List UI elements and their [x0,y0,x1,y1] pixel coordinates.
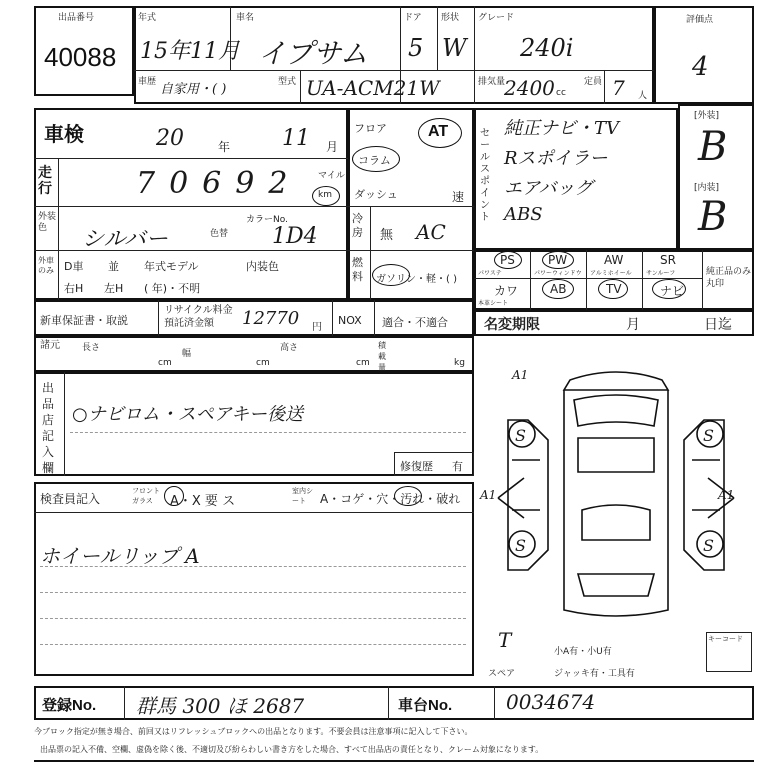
model-label: 車名 [236,13,255,23]
model-year-label: 年式モデル [144,260,199,273]
fuel-label: 燃料 [352,256,363,283]
type-value: UA-ACM21W [306,76,440,100]
door-label: ドア [404,13,422,23]
displacement-value: 2400 [504,76,555,100]
height-label: 高さ [280,343,299,353]
length-label: 長さ [82,343,101,353]
equip-leather-sub: 本革シート [478,300,509,307]
seat-label: 室内シート [292,487,313,505]
capacity-unit: 人 [638,91,648,101]
footer-line-2: 出品票の記入不備、空欄、虚偽を除く後、不適切及び紛らわしい書き方をした場合、すべて出品店の責任となり、クレーム対象になります。 [40,745,544,754]
jack-label: ジャッキ有・工具有 [554,669,635,679]
chassis-label: 車台No. [398,697,453,714]
ext-label: 外車のみ [38,256,54,275]
history-label: 修復歴 [400,460,433,473]
color-no-value: 1D4 [272,224,318,249]
warranty-label: 新車保証書・取説 [40,314,128,327]
recycle-value: 12770 [242,308,300,329]
car-diagram [478,360,754,620]
registration-value: 群馬 300 ほ 2687 [136,694,305,718]
interior-grade-label: [内装] [694,183,720,193]
eval-value: 4 [692,52,709,82]
equip-aw: AW [604,253,624,267]
footer-line-1: 今ブロック指定が無き場合、前回又はリフレッシュブロックへの出品となります。不要会員は注意事項に記入して下さい。 [34,727,473,736]
exterior-color-label: 外装色 [38,212,57,233]
capacity-value: 7 [612,76,625,100]
windshield-value: A・X 要 ス [170,494,236,509]
sales-point-3: エアバッグ [504,178,593,199]
shaken-month: 11 [282,126,310,151]
name-change-label: 名変期限 [484,317,540,333]
rh-label: 右H [64,282,84,295]
door-value: 5 [408,34,424,62]
mileage-label: 走行 [38,164,52,196]
interior-grade-value: B [698,194,728,240]
width-unit: cm [256,358,270,368]
floor-value: AT [428,123,449,140]
year-value: 15年11月 [140,39,240,64]
dimensions-label: 諸元 [40,340,60,351]
mileage-unit-circled: km [318,190,332,200]
equip-ps: PS [500,253,515,267]
shaken-month-unit: 月 [326,140,339,154]
ac-none: 無 [380,228,394,243]
mark-fr-wheel: S [703,426,714,445]
exterior-color-value: シルバー [82,227,168,252]
mark-rr-wheel: S [703,536,714,555]
height-unit: cm [356,358,370,368]
equip-pw-sub: パワーウィンドウ [534,270,582,277]
sales-point-4: ABS [504,204,543,225]
model-value: イプサム [258,37,368,70]
shape-label: 形状 [441,13,460,23]
equip-leather: カワ [494,284,519,298]
model-year-value: ( 年)・不明 [144,282,201,295]
genuine-label: 純正品のみ丸印 [706,267,752,289]
length-unit: cm [158,358,172,368]
capacity-label: 定員 [584,77,603,87]
floor-label: フロア [354,122,387,135]
inspector-comment: ホイールリップ A [40,544,200,568]
mark-left: A1 [480,488,497,502]
mileage-unit-label: マイル [318,171,345,181]
name-change-day: 日迄 [704,317,732,333]
name-change-month: 月 [626,317,640,333]
year-label: 年式 [138,13,157,23]
mark-rl-wheel: S [515,536,526,555]
nox-label: NOX [338,314,362,327]
inspector-label: 検査員記入 [40,492,101,506]
ac-label: 冷房 [352,212,363,239]
equip-ps-sub: パワステ [478,270,502,277]
key-code-label: キーコード [708,635,743,643]
equip-sr-sub: サンルーフ [646,270,676,277]
mileage-value: 70692 [136,166,302,201]
sales-points-label: セールスポイント [480,128,490,223]
usage-label: 車歴 [138,77,157,87]
registration-label: 登録No. [42,697,97,714]
mark-front: A1 [512,368,529,382]
column-label: コラム [358,154,391,167]
width-label: 幅 [182,349,192,359]
drive-label: D車 [64,260,84,273]
equip-aw-sub: アルミホイール [590,270,632,277]
shape-value: W [442,34,467,62]
sales-point-2: Rスポイラー [504,148,608,169]
notes-label: 出品店記入欄 [42,381,55,475]
seat-value: A・コゲ・穴・汚れ・破れ [320,492,461,506]
shaken-year-unit: 年 [218,140,231,154]
weight-label: 積載量 [378,341,386,372]
exterior-grade-value: B [698,124,728,170]
grade-value: 240i [520,34,574,62]
recycle-unit: 円 [312,322,322,333]
spare-symbol: T [498,628,512,652]
fuel-value: ガソリン・軽・( ) [376,274,457,285]
shaken-label: 車検 [44,124,84,146]
equip-navi: ナビ [660,284,685,298]
shaken-year: 20 [156,126,184,151]
lh-label: 左H [104,282,124,295]
parallel-label: 並 [108,260,119,273]
equip-sr: SR [660,253,676,267]
eval-label: 評価点 [686,15,714,25]
small-a-label: 小A有・小U有 [554,647,612,657]
dash-label: ダッシュ [354,188,398,201]
lot-number: 40088 [44,42,117,72]
mark-right: A1 [718,488,735,502]
weight-unit: kg [454,358,465,368]
exterior-grade-label: [外装] [694,111,720,121]
color-swap-label: 色替 [210,229,229,239]
gear-speed-label: 速 [452,190,465,204]
spare-label: スペア [488,669,516,679]
equip-ab: AB [550,282,567,296]
windshield-label: フロントガラス [132,487,160,505]
notes-text: ○ナビロム・スペアキー後送 [72,404,303,425]
displacement-unit: cc [556,88,566,98]
mark-fl-wheel: S [515,426,526,445]
history-value: 有 [452,460,463,473]
interior-color-label: 内装色 [246,260,279,273]
equip-pw: PW [548,253,568,267]
type-label: 型式 [278,77,297,87]
sales-point-1: 純正ナビ・TV [504,118,620,139]
nox-value: 適合・不適合 [382,316,448,329]
equip-tv: TV [606,282,622,296]
ac-value: AC [416,220,446,244]
usage-value: 自家用・( ) [160,82,227,97]
grade-label: グレード [478,13,515,23]
recycle-label: リサイクル料金 預託済金額 [164,305,233,329]
chassis-value: 0034674 [506,690,596,714]
lot-label: 出品番号 [58,13,95,23]
color-no-label: カラーNo. [246,215,288,225]
displacement-label: 排気量 [478,77,506,87]
